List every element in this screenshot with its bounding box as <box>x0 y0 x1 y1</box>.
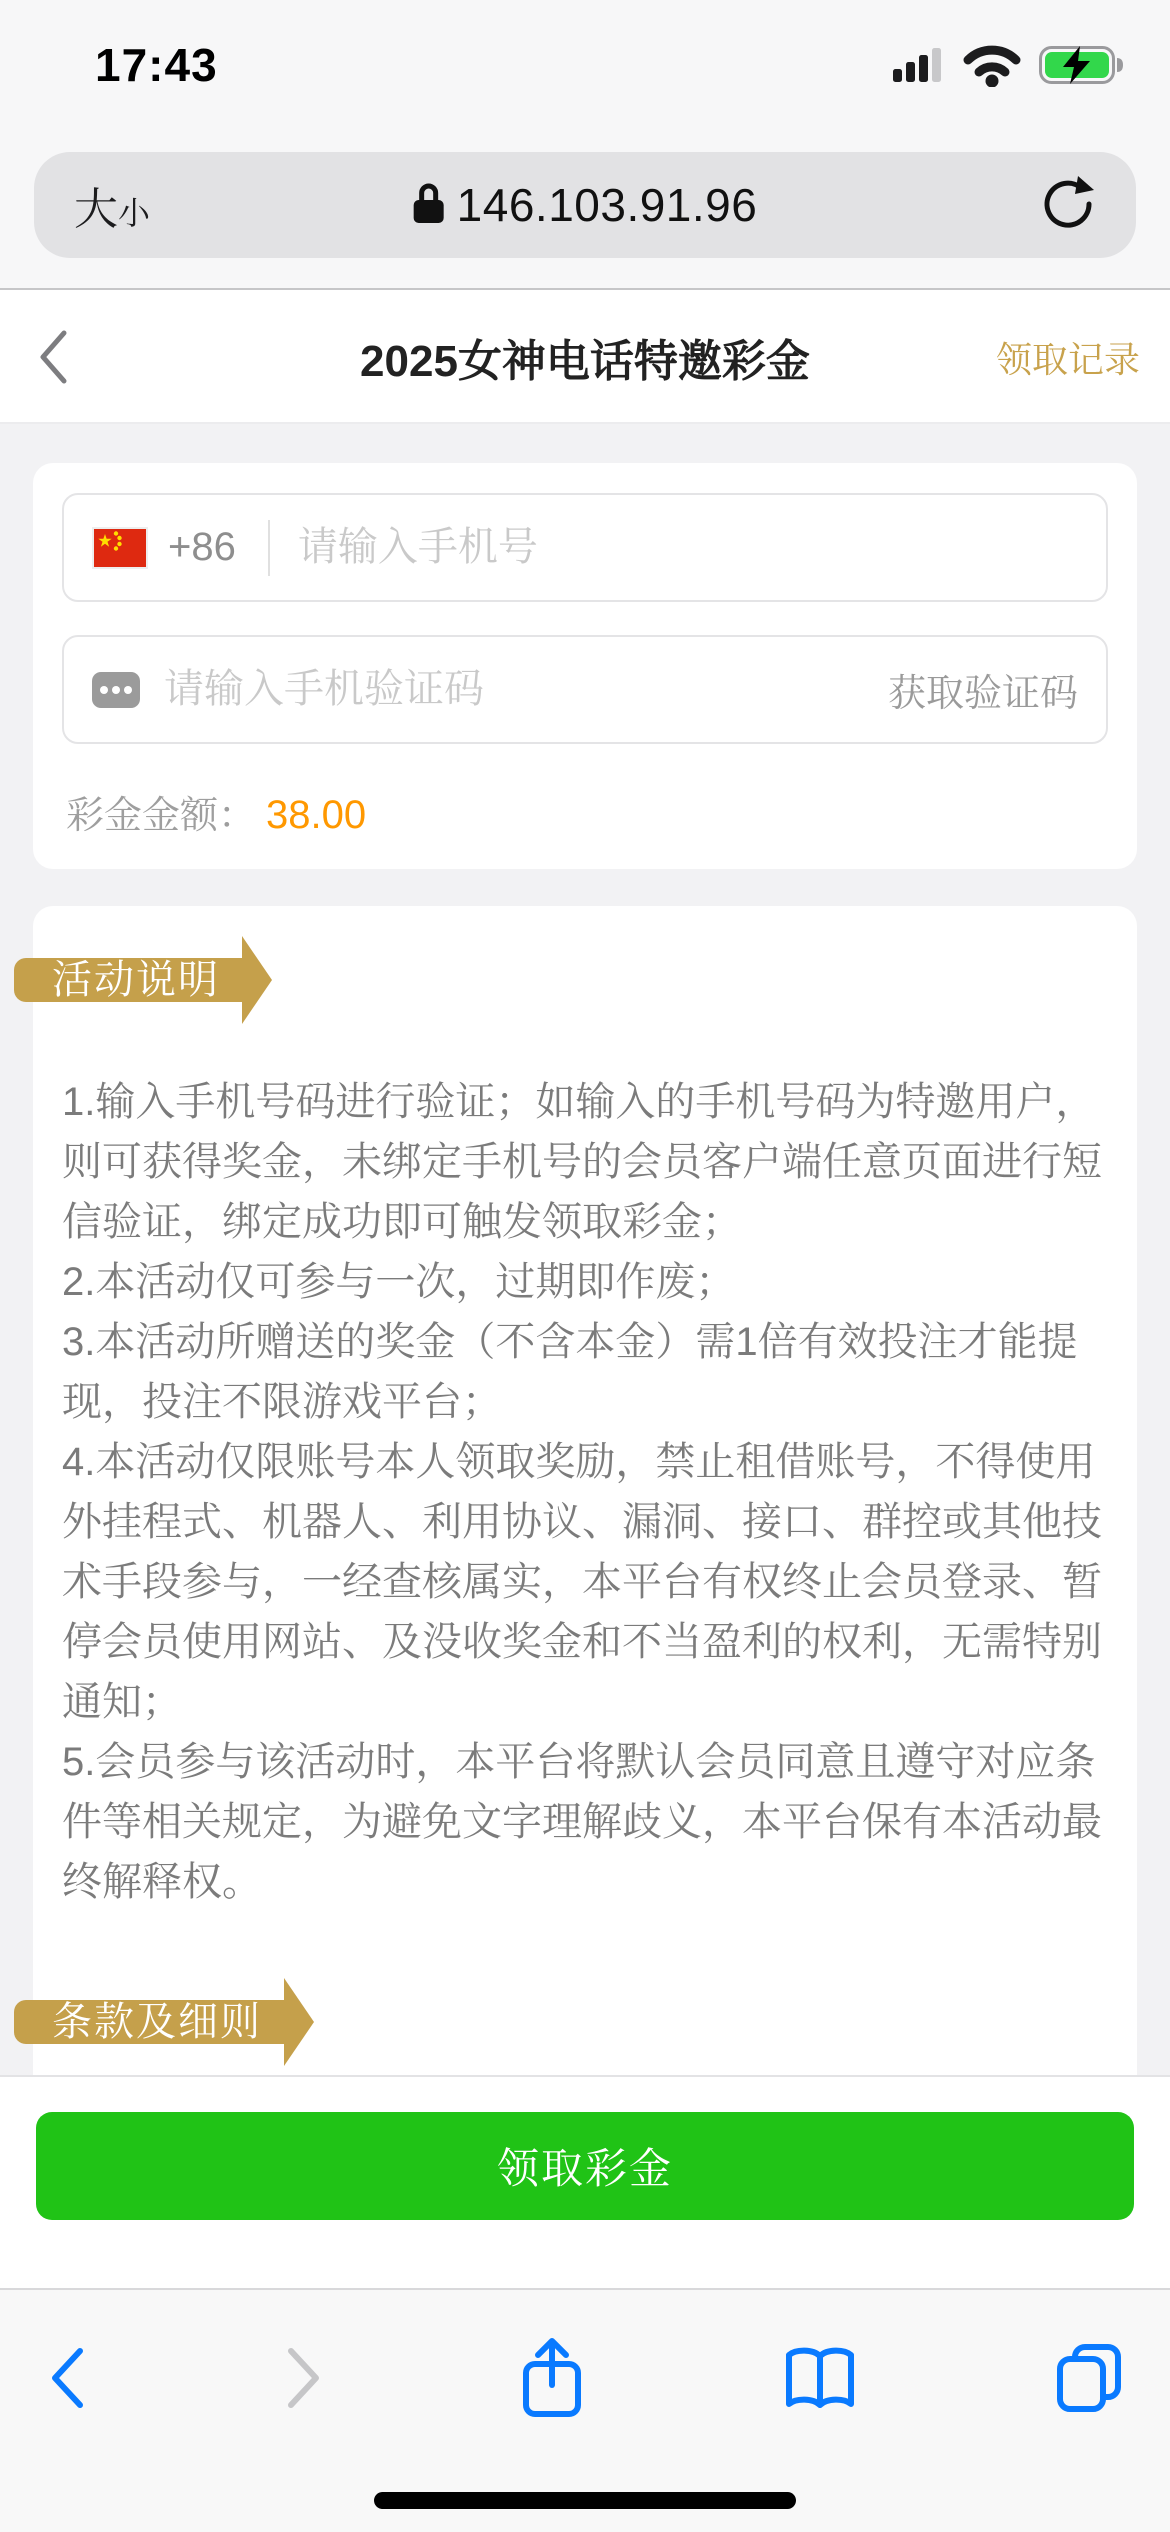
text-size-button[interactable]: 大 小 <box>74 185 151 234</box>
tabs-icon[interactable] <box>1056 2328 1122 2428</box>
activity-section-title: 活动说明 <box>14 958 242 1002</box>
rule-item: 3.本活动所赠送的奖金（不含本金）需1倍有效投注才能提现，投注不限游戏平台； <box>62 1320 1078 1424</box>
browser-forward-icon <box>285 2328 323 2428</box>
section-ribbon-terms <box>14 1978 284 2066</box>
browser-back-icon[interactable] <box>48 2328 86 2428</box>
verification-code-input[interactable] <box>164 667 868 712</box>
back-chevron-icon[interactable] <box>38 327 78 387</box>
activity-rules-card <box>33 906 1137 2075</box>
home-indicator[interactable] <box>374 2492 796 2509</box>
phone-input-row[interactable] <box>62 493 1108 602</box>
china-flag-icon <box>92 527 148 569</box>
rule-item: 1.输入手机号码进行验证；如输入的手机号码为特邀用户，则可获得奖金，未绑定手机号的会员客户端任意页面进行短信验证，绑定成功即可触发领取彩金； <box>62 1080 1102 1244</box>
rule-item: 2.本活动仅可参与一次，过期即作废； <box>62 1260 736 1304</box>
page-body <box>0 424 1170 2075</box>
rule-item: 5.会员参与该活动时，本平台将默认会员同意且遵守对应条件等相关规定，为避免文字理解歧义，本平台保有本活动最终解释权。 <box>62 1740 1102 1904</box>
bonus-amount-row <box>62 784 1108 839</box>
reload-icon[interactable] <box>1042 174 1096 237</box>
status-time: 17:43 <box>95 39 218 91</box>
bonus-amount-label: 彩金金额： <box>66 795 257 837</box>
section-ribbon-activity <box>14 936 242 1024</box>
terms-section-title: 条款及细则 <box>14 2000 284 2044</box>
wifi-icon <box>961 43 1023 92</box>
share-icon[interactable] <box>521 2328 583 2428</box>
ribbon-arrow-shape <box>284 1978 314 2066</box>
claim-bonus-button[interactable]: 领取彩金 <box>36 2112 1134 2220</box>
page-title: 2025女神电话特邀彩金 <box>360 337 810 386</box>
country-code[interactable]: +86 <box>168 525 236 569</box>
rule-item: 4.本活动仅限账号本人领取奖励，禁止租借账号，不得使用外挂程式、机器人、利用协议、漏洞、接口、群控或其他技术手段参与，一经查核属实，本平台有权终止会员登录、暂停会员使用网站、及没收奖金和不当盈利的权利，无需特别通知； <box>62 1440 1102 1724</box>
sms-code-icon <box>92 672 140 708</box>
claim-form-card <box>33 463 1137 869</box>
bookmarks-icon[interactable] <box>782 2328 858 2428</box>
claim-records-link[interactable]: 领取记录 <box>995 338 1140 380</box>
lock-icon <box>413 181 445 230</box>
phone-input[interactable] <box>298 525 1078 570</box>
claim-footer <box>0 2075 1170 2288</box>
page-header <box>0 292 1170 424</box>
ribbon-arrow-shape <box>242 936 272 1024</box>
url-text: 146.103.91.96 <box>456 179 758 231</box>
safari-url-section <box>0 100 1170 290</box>
bonus-amount-value: 38.00 <box>266 793 367 837</box>
status-bar <box>0 0 1170 100</box>
rules-text <box>62 1072 1108 1912</box>
url-bar[interactable] <box>34 152 1136 258</box>
battery-charging-icon <box>1039 46 1123 89</box>
input-divider <box>268 520 270 576</box>
code-input-row[interactable] <box>62 635 1108 744</box>
get-code-button[interactable]: 获取验证码 <box>887 673 1078 715</box>
cellular-signal-icon <box>893 48 945 87</box>
